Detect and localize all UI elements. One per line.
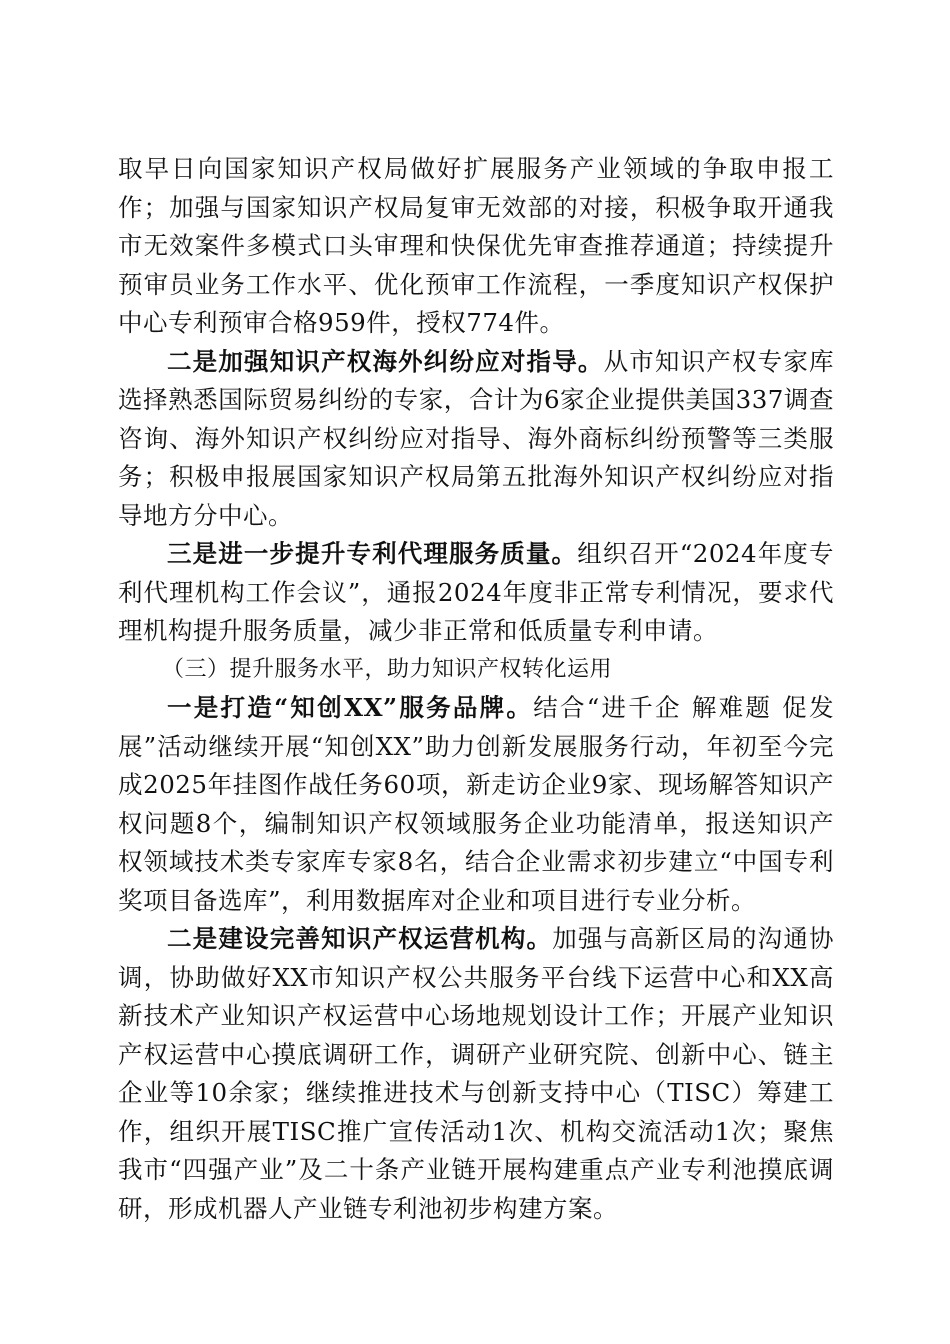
- section-heading: （三）提升服务水平，助力知识产权转化运用: [162, 656, 613, 682]
- paragraph-operation-institutions: [118, 920, 834, 1228]
- paragraph-lead: 一是打造“知创XX”服务品牌。: [167, 693, 534, 722]
- paragraph-text: 加强与高新区局的沟通协调，协助做好XX市知识产权公共服务平台线下运营中心和XX高新技术产业知识产权运营中心场地规划设计工作；开展产业知识产权运营中心摸底调研工作，调研产业研究院、创新中心、链主企业等10余家；继续推进技术与创新支持中心（TISC）筹建工作，组织开展TISC推广宣传活动1次、机构交流活动1次；聚焦我市“四强产业”及二十条产业链开展构建重点产业专利池摸底调研，形成机器人产业链专利池初步构建方案。: [118, 924, 835, 1223]
- paragraph-overseas-dispute-guidance: [118, 343, 834, 536]
- paragraph-service-brand: [118, 689, 834, 920]
- paragraph-lead: 二是建设完善知识产权运营机构。: [167, 924, 553, 953]
- paragraph-patent-agency-quality: [118, 535, 834, 651]
- paragraph-lead: 二是加强知识产权海外纠纷应对指导。: [167, 346, 604, 376]
- document-body: [118, 150, 834, 1228]
- paragraph-text: 组织召开“2024年度专利代理机构工作会议”，通报2024年度非正常专利情况，要求代理机构提升服务质量，减少非正常和低质量专利申请。: [118, 539, 835, 645]
- paragraph-text: 结合“进千企 解难题 促发展”活动继续开展“知创XX”助力创新发展服务行动，年初至今完成2025年挂图作战任务60项，新走访企业9家、现场解答知识产权问题8个，编制知识产权领域服务企业功能清单，报送知识产权领域技术类专家库专家8名，结合企业需求初步建立“中国专利奖项目备选库”，利用数据库对企业和项目进行专业分析。: [118, 693, 834, 915]
- paragraph-continued: [118, 150, 834, 343]
- paragraph-text: 从市知识产权专家库选择熟悉国际贸易纠纷的专家，合计为6家企业提供美国337调查咨询、海外知识产权纠纷应对指导、海外商标纠纷预警等三类服务；积极申报展国家知识产权局第五批海外知识产权纠纷应对指导地方分中心。: [118, 346, 835, 530]
- paragraph-lead: 三是进一步提升专利代理服务质量。: [167, 539, 578, 568]
- paragraph-text: 取早日向国家知识产权局做好扩展服务产业领域的争取申报工作；加强与国家知识产权局复审无效部的对接，积极争取开通我市无效案件多模式口头审理和快保优先审查推荐通道；持续提升预审员业务工作水平、优化预审工作流程，一季度知识产权保护中心专利预审合格959件，授权774件。: [118, 154, 834, 337]
